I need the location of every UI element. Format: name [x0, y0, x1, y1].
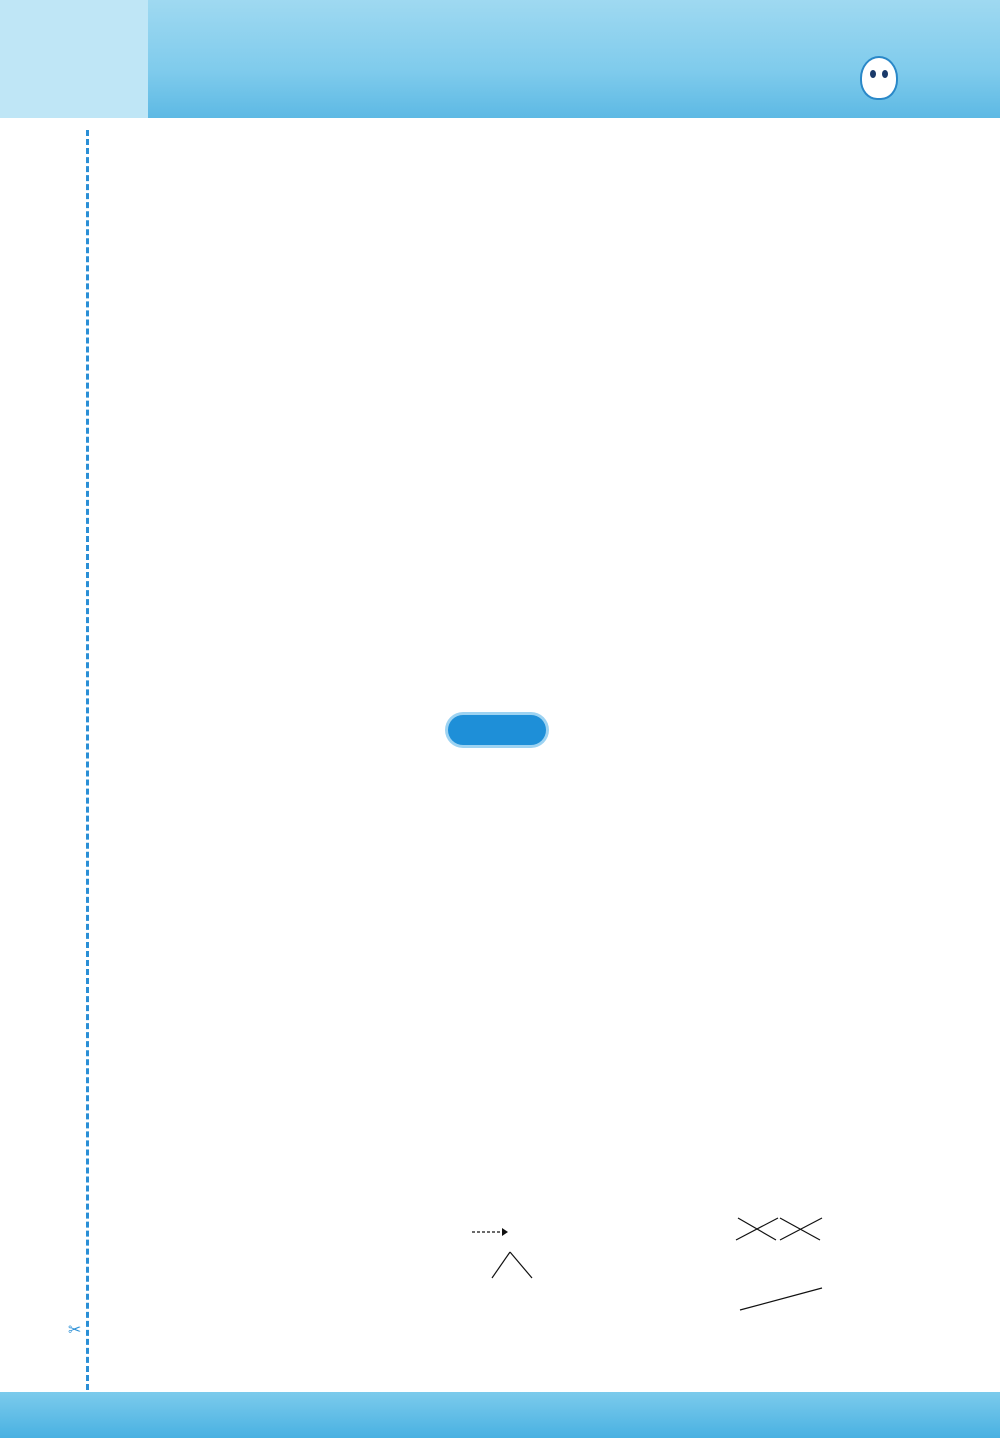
flow-branch-lines [470, 1250, 550, 1280]
flow-arrow-icon [470, 1222, 510, 1242]
header-band [0, 0, 1000, 118]
footer-band [0, 1392, 1000, 1438]
match1-lines [730, 1216, 830, 1242]
unit8-badge [448, 715, 546, 745]
bar-chart-toys [100, 585, 340, 750]
header-left-bar [0, 0, 148, 118]
bar-chart-scores [100, 1206, 350, 1354]
match2-line [730, 1286, 830, 1312]
mascot-icon [860, 56, 898, 100]
scissors-icon: ✂ [68, 1320, 82, 1339]
cut-line [86, 130, 89, 1390]
